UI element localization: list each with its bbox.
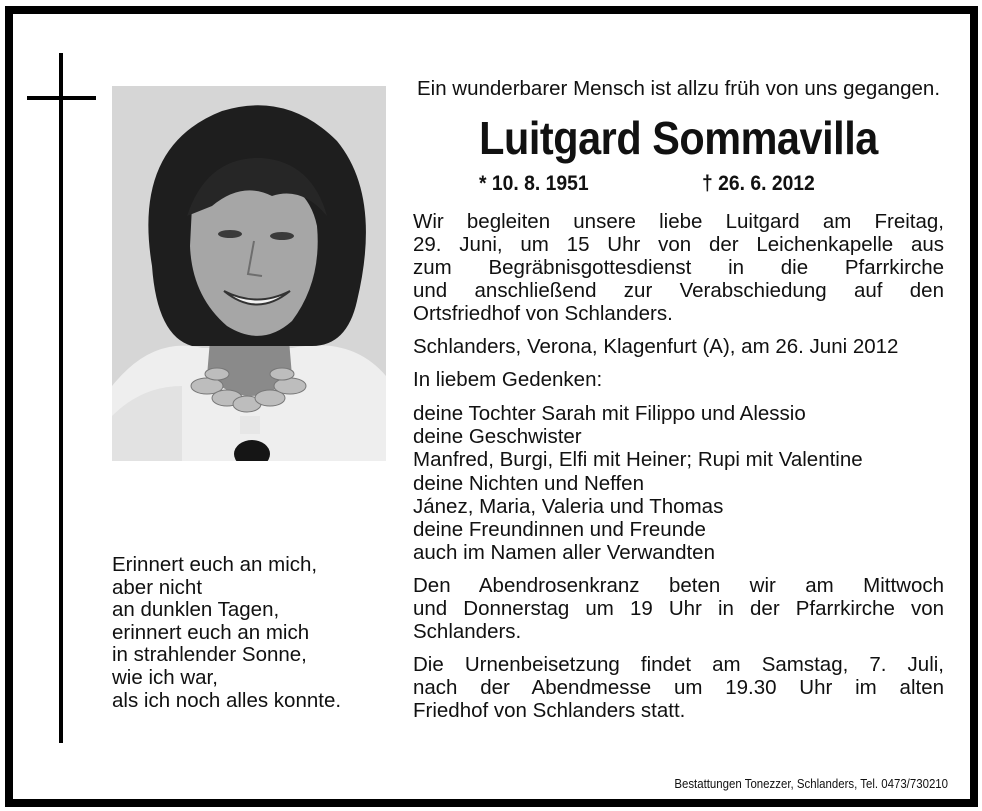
mourner-line: deine Tochter Sarah mit Filippo und Alessio — [413, 402, 806, 425]
urn-paragraph — [413, 653, 944, 722]
birth-date: * 10. 8. 1951 — [479, 172, 589, 195]
death-date: † 26. 6. 2012 — [702, 172, 815, 195]
mourner-line: deine Geschwister — [413, 425, 582, 449]
rosary-line: und Donnerstag um 19 Uhr in der Pfarrkirche von — [413, 597, 944, 621]
funeral-line: zum Begräbnisgottesdienst in die Pfarrkirche — [413, 256, 944, 279]
tagline: Ein wunderbarer Mensch ist allzu früh von uns gegangen. — [416, 77, 941, 100]
mourner-line: Manfred, Burgi, Elfi mit Heiner; Rupi mit Valentine — [413, 448, 863, 472]
rosary-line: Den Abendrosenkranz beten wir am Mittwoch — [413, 574, 944, 598]
rosary-paragraph — [413, 574, 944, 643]
poem-line: Erinnert euch an mich, — [112, 553, 318, 576]
poem-line: erinnert euch an mich — [112, 620, 310, 644]
mourners-list — [413, 402, 944, 564]
notice-body — [413, 76, 944, 722]
deceased-name: Luitgard Sommavilla — [479, 112, 878, 164]
funeral-line: Ortsfriedhof von Schlanders. — [413, 302, 673, 325]
in-memory-heading: In liebem Gedenken: — [413, 368, 603, 391]
funeral-line: 29. Juni, um 15 Uhr von der Leichenkapelle aus — [413, 233, 944, 256]
life-dates — [413, 172, 944, 202]
poem-line: in strahlender Sonne, — [112, 643, 307, 667]
mourner-line: auch im Namen aller Verwandten — [413, 541, 715, 565]
rosary-line: Schlanders. — [413, 620, 522, 644]
mourner-line: deine Freundinnen und Freunde — [413, 518, 706, 542]
funeral-line: und anschließend zur Verabschiedung auf den — [413, 279, 944, 302]
funeral-line: Wir begleiten unsere liebe Luitgard am Freitag, — [413, 210, 944, 233]
urn-line: Die Urnenbeisetzung findet am Samstag, 7. Juli, — [413, 653, 944, 677]
funeral-paragraph — [413, 210, 944, 325]
urn-line: Friedhof von Schlanders statt. — [413, 699, 686, 723]
poem-line: aber nicht — [112, 575, 203, 599]
poem-line: als ich noch alles konnte. — [112, 688, 342, 712]
portrait-photo — [112, 86, 386, 461]
mourner-line: Jánez, Maria, Valeria und Thomas — [413, 494, 724, 518]
mourner-line: deine Nichten und Neffen — [413, 471, 644, 495]
poem-line: wie ich war, — [112, 665, 218, 689]
cross-icon — [59, 53, 63, 743]
funeral-home-footer: Bestattungen Tonezzer, Schlanders, Tel. 0473/730210 — [674, 776, 948, 791]
poem — [112, 554, 402, 712]
place-date: Schlanders, Verona, Klagenfurt (A), am 26. Juni 2012 — [413, 335, 899, 358]
poem-line: an dunklen Tagen, — [112, 598, 280, 622]
urn-line: nach der Abendmesse um 19.30 Uhr im alten — [413, 676, 944, 700]
cross-icon-bar — [27, 96, 96, 100]
